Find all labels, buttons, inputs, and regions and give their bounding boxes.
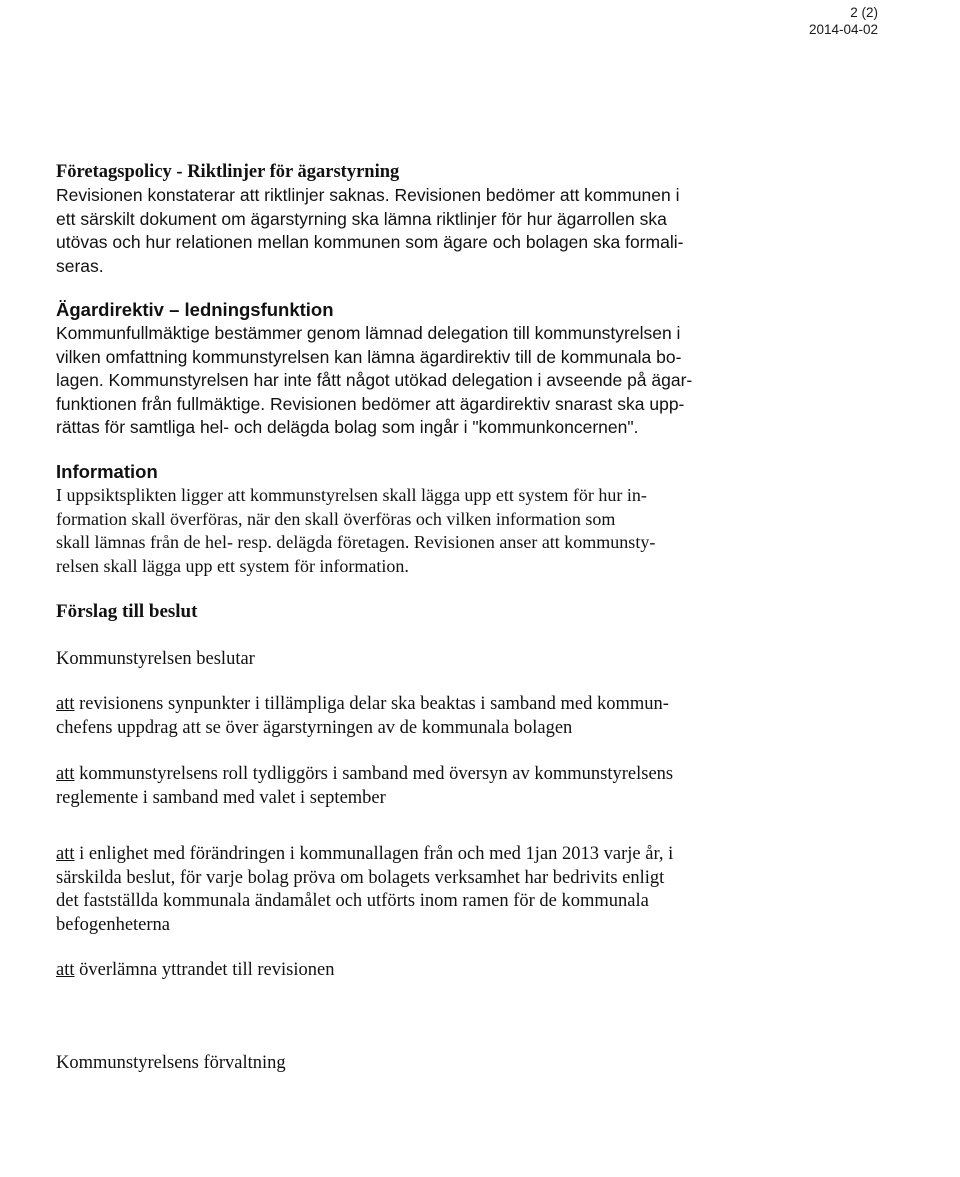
signature: Kommunstyrelsens förvaltning bbox=[56, 1053, 286, 1073]
page-header bbox=[809, 4, 878, 38]
section-information bbox=[56, 460, 768, 578]
item-text: överlämna yttrandet till revisionen bbox=[74, 960, 335, 980]
page-number: 2 (2) bbox=[850, 5, 878, 20]
document-date: 2014-04-02 bbox=[808, 22, 878, 37]
section-heading: Information bbox=[56, 461, 158, 482]
att-label: att bbox=[56, 960, 75, 980]
section-forslag bbox=[56, 600, 768, 624]
decision-intro: Kommunstyrelsen beslutar bbox=[56, 649, 255, 669]
item-text: revisionens synpunkter i tillämpliga delar ska beaktas i samband med kommun- bbox=[74, 694, 669, 714]
body-line: vilken omfattning kommunstyrelsen kan lämna ägardirektiv till de kommunala bo- bbox=[56, 346, 682, 367]
body-line: Revisionen konstaterar att riktlinjer saknas. Revisionen bedömer att kommunen i bbox=[56, 185, 680, 205]
item-text: i enlighet med förändringen i kommunallagen från och med 1jan 2013 varje år, i bbox=[74, 844, 674, 864]
item-text: särskilda beslut, för varje bolag pröva om bolagets verksamhet har bedrivits enligt bbox=[56, 867, 665, 888]
section-agardirektiv bbox=[56, 298, 768, 440]
section-body bbox=[56, 484, 768, 578]
body-line: utövas och hur relationen mellan kommunen som ägare och bolagen ska formali- bbox=[56, 232, 684, 252]
body-line: I uppsiktsplikten ligger att kommunstyrelsen skall lägga upp ett system för hur in- bbox=[56, 485, 647, 505]
att-label: att bbox=[56, 844, 75, 864]
section-foretagspolicy bbox=[56, 160, 768, 278]
body-line: seras. bbox=[56, 255, 104, 276]
section-heading: Förslag till beslut bbox=[56, 601, 198, 622]
decision-item bbox=[56, 763, 768, 810]
decision-item bbox=[56, 693, 768, 740]
body-line: ett särskilt dokument om ägarstyrning ska lämna riktlinjer för hur ägarrollen ska bbox=[56, 208, 667, 229]
body-line: lagen. Kommunstyrelsen har inte fått något utökad delegation i avseende på ägar- bbox=[56, 370, 693, 390]
item-text: kommunstyrelsens roll tydliggörs i samband med översyn av kommunstyrelsens bbox=[74, 764, 674, 784]
item-text: reglemente i samband med valet i september bbox=[56, 787, 386, 808]
section-body bbox=[56, 322, 768, 440]
decision-item bbox=[56, 959, 768, 983]
att-label: att bbox=[56, 764, 75, 784]
item-text: befogenheterna bbox=[56, 914, 171, 935]
section-body bbox=[56, 184, 768, 278]
body-line: relsen skall lägga upp ett system för information. bbox=[56, 555, 409, 576]
body-line: rättas för samtliga hel- och delägda bolag som ingår i "kommunkoncernen". bbox=[56, 417, 639, 437]
body-line: funktionen från fullmäktige. Revisionen bedömer att ägardirektiv snarast ska upp- bbox=[56, 393, 685, 414]
body-line: formation skall överföras, när den skall överföras och vilken information som bbox=[56, 508, 616, 529]
section-heading: Företagspolicy - Riktlinjer för ägarstyrning bbox=[56, 162, 400, 182]
item-text: det fastställda kommunala ändamålet och utförts inom ramen för de kommunala bbox=[56, 891, 649, 911]
section-heading: Ägardirektiv – ledningsfunktion bbox=[56, 299, 334, 320]
decision-item bbox=[56, 843, 768, 937]
body-line: skall lämnas från de hel- resp. delägda företagen. Revisionen anser att kommunsty- bbox=[56, 532, 656, 552]
item-text: chefens uppdrag att se över ägarstyrningen av de kommunala bolagen bbox=[56, 717, 573, 738]
att-label: att bbox=[56, 694, 75, 714]
body-line: Kommunfullmäktige bestämmer genom lämnad delegation till kommunstyrelsen i bbox=[56, 323, 681, 343]
